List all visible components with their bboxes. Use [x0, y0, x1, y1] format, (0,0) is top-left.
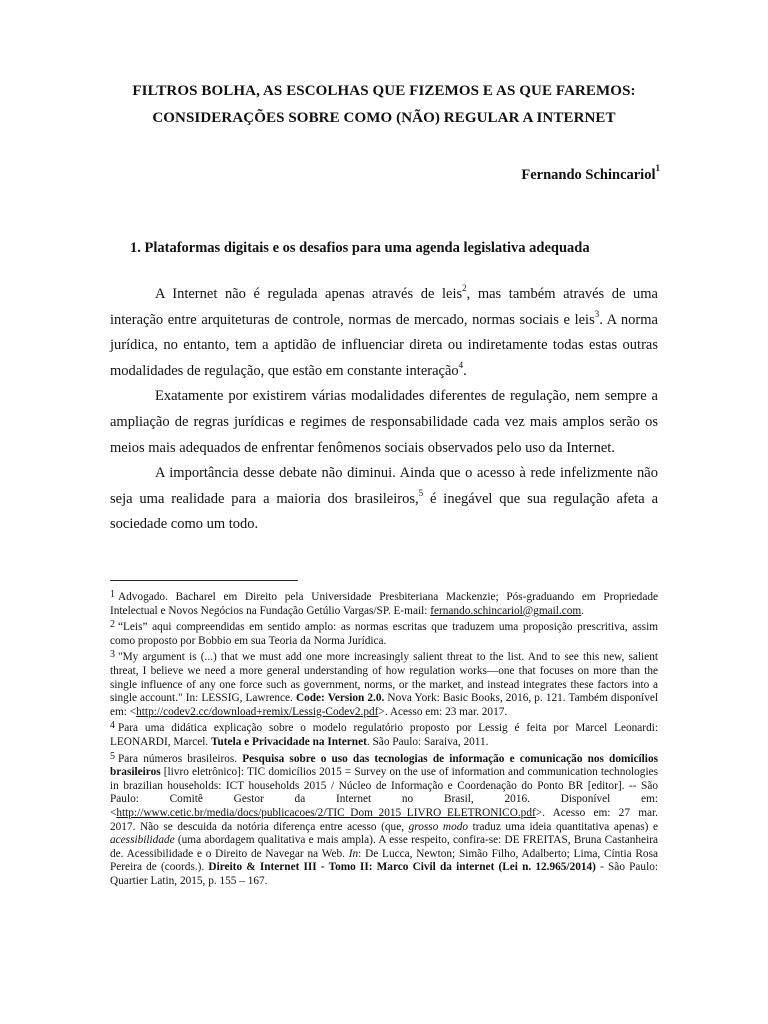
- footnote-3-mark: 3: [110, 649, 115, 661]
- footnote-4-text: Para uma didática explicação sobre o modelo regulatório proposto por Lessig é feita por Marcel Leonardi: LEONARDI, Marcel.: [110, 722, 658, 748]
- paragraph-3-text-b: é inegável que sua regulação afeta a sociedade como um todo.: [110, 490, 658, 533]
- footnotes: [110, 588, 658, 888]
- footnote-1: [110, 588, 658, 618]
- footnote-2-text: “Leis” aqui compreendidas em sentido amplo: as normas escritas que traduzem uma proposição prescritiva, assim como proposto por Bobbio em sua Teoria da Norma Jurídica.: [110, 621, 658, 647]
- author-email-link[interactable]: fernando.schincariol@gmail.com: [430, 604, 582, 617]
- footnote-5-text-5: (uma abordagem qualitativa e mais ampla). A esse respeito, confira-se: DE FREITAS, Bruna Castanheira de. Acessibilidade e o Direito de Navegar na Web.: [110, 834, 658, 860]
- document-title-line-2: CONSIDERAÇÕES SOBRE COMO (NÃO) REGULAR A INTERNET: [152, 110, 616, 126]
- paragraph-3-text-a: A importância desse debate não diminui. Ainda que o acesso à rede infelizmente não seja uma realidade para a maioria dos brasileiros,: [110, 465, 658, 507]
- footnote-4-bold: Tutela e Privacidade na Internet: [211, 735, 367, 748]
- body-text: [110, 282, 658, 538]
- paragraph-1-text-d: .: [463, 362, 467, 379]
- footnote-ref-3: 3: [594, 308, 600, 319]
- footnote-3-bold: Code: Version 2.0.: [295, 692, 385, 705]
- cetic-pdf-link[interactable]: http://www.cetic.br/media/docs/publicacoes/2/TIC_Dom_2015_LIVRO_ELETRONICO.pdf: [116, 806, 536, 819]
- lessig-pdf-link[interactable]: http://codev2.cc/download+remix/Lessig-Codev2.pdf: [136, 705, 379, 718]
- footnote-4: [110, 719, 658, 749]
- paragraph-2: Exatamente por existirem várias modalidades diferentes de regulação, nem sempre a ampliação de regras jurídicas e regimes de responsabilidade cada vez mais amplos serão os meios mais adequados de enfrentar fenômenos sociais observados pelo uso da Internet.: [110, 388, 658, 456]
- footnote-5-text-1: Para números brasileiros.: [118, 752, 243, 765]
- footnote-1-text: Advogado. Bacharel em Direito pela Universidade Presbiteriana Mackenzie; Pós-graduando em Propriedade Intelectual e Novos Negócios na Fundação Getúlio Vargas/SP. E-mail:: [110, 591, 658, 617]
- footnote-separator: [110, 580, 298, 581]
- footnote-5: [110, 750, 658, 889]
- paragraph-1-text-b: , mas também através de uma interação entre arquiteturas de controle, normas de mercado, normas sociais e leis: [110, 286, 658, 328]
- footnote-5-italic-2: acessibilidade: [110, 834, 175, 847]
- footnote-4-mark: 4: [110, 720, 115, 732]
- footnote-5-text-7: - São Paulo: Quartier Latin, 2015, p. 155 – 167.: [110, 861, 658, 887]
- footnote-5-italic-1: grosso modo: [408, 820, 469, 833]
- footnote-3-text-2: Nova York: Basic Books, 2016, p. 121. Também disponível em: <: [110, 692, 658, 718]
- footnote-5-text-3: >. Acesso em: 27 mar. 2017. Não se descuida da notória diferença entre acesso (que,: [110, 806, 658, 833]
- author-footnote-mark: 1: [655, 163, 660, 173]
- author-name: [521, 165, 660, 184]
- paragraph-1-text-c: . A norma jurídica, no entanto, tem a aptidão de influenciar direta ou indiretamente todas estas outras modalidades de regulação, que estão em constante interação: [110, 311, 658, 379]
- footnote-5-bold-2: Direito & Internet III - Tomo II: Marco Civil da internet (Lei n. 12.965/2014): [208, 861, 596, 874]
- footnote-ref-5: 5: [418, 487, 424, 498]
- footnote-3-end: >. Acesso em: 23 mar. 2017.: [378, 705, 508, 718]
- footnote-5-text-2: [livro eletrônico]: TIC domicílios 2015 = Survey on the use of information and communication technologies in brazilian households: ICT households 2015 / Núcleo de Informação e Coordenação do Ponto BR [editor]. -- São Paulo: Comitê Gestor da Internet no Brasil, 2016. Disponível em: <: [110, 766, 658, 819]
- footnote-2: [110, 618, 658, 648]
- footnote-5-text-6: : De Lucca, Newton; Simão Filho, Adalberto; Lima, Cíntia Rosa Pereira de (coords.).: [110, 847, 658, 874]
- section-heading: 1. Plataformas digitais e os desafios para uma agenda legislativa adequada: [130, 240, 590, 256]
- paragraph-3: [110, 461, 658, 538]
- paragraph-1-text-a: A Internet não é regulada apenas através de leis: [155, 286, 463, 302]
- footnote-5-text-4: traduz uma ideia quantitativa apenas) e: [468, 820, 658, 833]
- footnote-3-text: "My argument is (...) that we must add one more increasingly salient threat to the list. And to see this new, salient threat, I believe we need a more general understanding of how regulation works—one that focuses on more than the single influence of any one force such as government, norms, or the market, and instead integrates these factors into a single account." In: LESSIG, Lawrence.: [110, 651, 658, 705]
- footnote-1-mark: 1: [110, 589, 115, 600]
- footnote-ref-2: 2: [462, 283, 467, 294]
- footnote-5-bold-1: Pesquisa sobre o uso das tecnologias de informação e comunicação nos domicílios brasileiros: [110, 752, 658, 779]
- footnote-1-end: .: [581, 604, 584, 617]
- author-name-text: Fernando Schincariol: [521, 166, 656, 183]
- document-title-line-1: FILTROS BOLHA, AS ESCOLHAS QUE FIZEMOS E AS QUE FAREMOS:: [132, 83, 636, 99]
- footnote-2-mark: 2: [110, 619, 115, 631]
- footnote-3: [110, 648, 658, 719]
- footnote-5-mark: 5: [110, 750, 115, 762]
- paragraph-1: [110, 282, 658, 384]
- footnote-4-end: . São Paulo: Saraiva, 2011.: [366, 735, 489, 748]
- footnote-5-italic-3: In: [348, 847, 359, 860]
- footnote-ref-4: 4: [458, 359, 464, 370]
